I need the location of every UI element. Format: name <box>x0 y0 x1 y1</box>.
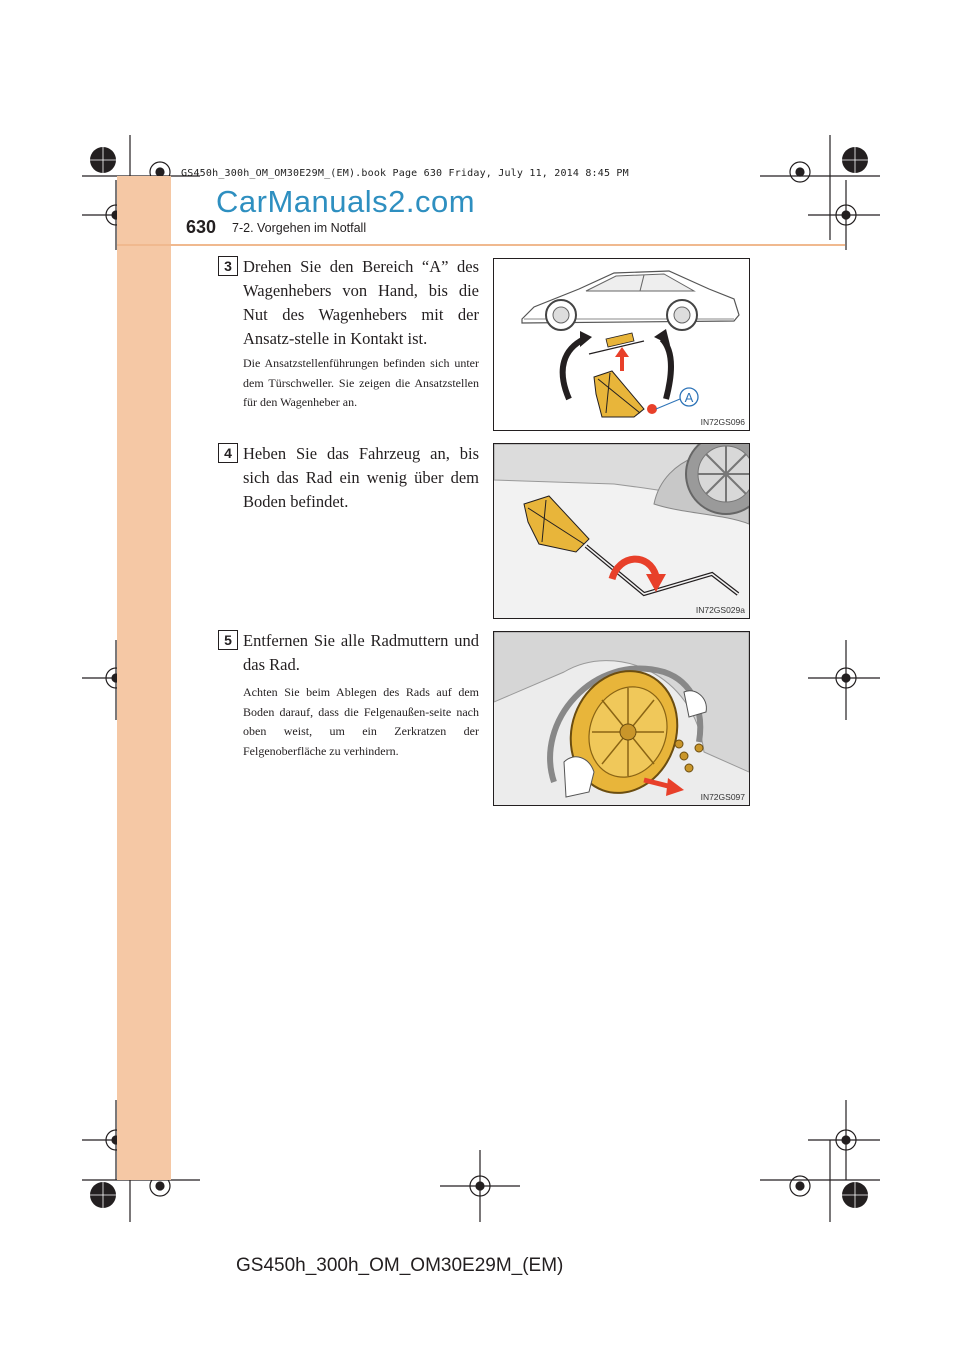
step-4-text: Heben Sie das Fahrzeug an, bis sich das Rad ein wenig über dem Boden befindet. <box>243 444 479 511</box>
callout-a-label: A <box>684 390 694 405</box>
footer-document-code: GS450h_300h_OM_OM30E29M_(EM) <box>236 1255 564 1276</box>
step-number-5: 5 <box>218 630 238 650</box>
figure-code: IN72GS096 <box>700 417 745 427</box>
figure-wheel-removal <box>493 631 750 806</box>
figure-code: IN72GS097 <box>700 792 745 802</box>
step-number-3: 3 <box>218 256 238 276</box>
watermark-logo: CarManuals2.com <box>216 184 476 219</box>
print-slug: GS450h_300h_OM_OM30E29M_(EM).book Page 630 Friday, July 11, 2014 8:45 PM <box>181 168 629 179</box>
step-3-text: Drehen Sie den Bereich “A” des Wagenhebers von Hand, bis die Nut des Wagenhebers mit der Ansatz-stelle in Kontakt ist. <box>243 257 479 348</box>
wheel-removal-illustration <box>494 632 749 805</box>
jack-handle-illustration <box>494 444 749 618</box>
step-number-4: 4 <box>218 443 238 463</box>
section-title: 7-2. Vorgehen im Notfall <box>232 221 367 235</box>
step-3-note: Die Ansatzstellenführungen befinden sich unter dem Türschweller. Sie zeigen die Ansatzstellen für den Wagenheber an. <box>243 356 479 409</box>
step-5-note: Achten Sie beim Ablegen des Rads auf dem Boden darauf, dass die Felgenaußen-seite nach oben weist, um ein Zerkratzen der Felgenoberfläche zu verhindern. <box>243 685 479 758</box>
car-jack-illustration <box>494 259 749 430</box>
figure-jack-under-car <box>493 258 750 431</box>
figure-jack-handle <box>493 443 750 619</box>
header-rule <box>117 244 845 246</box>
figure-code: IN72GS029a <box>695 605 745 615</box>
step-5-text: Entfernen Sie alle Radmuttern und das Rad. <box>243 631 479 674</box>
page-number: 630 <box>186 217 217 237</box>
side-tab-band <box>117 176 171 1180</box>
